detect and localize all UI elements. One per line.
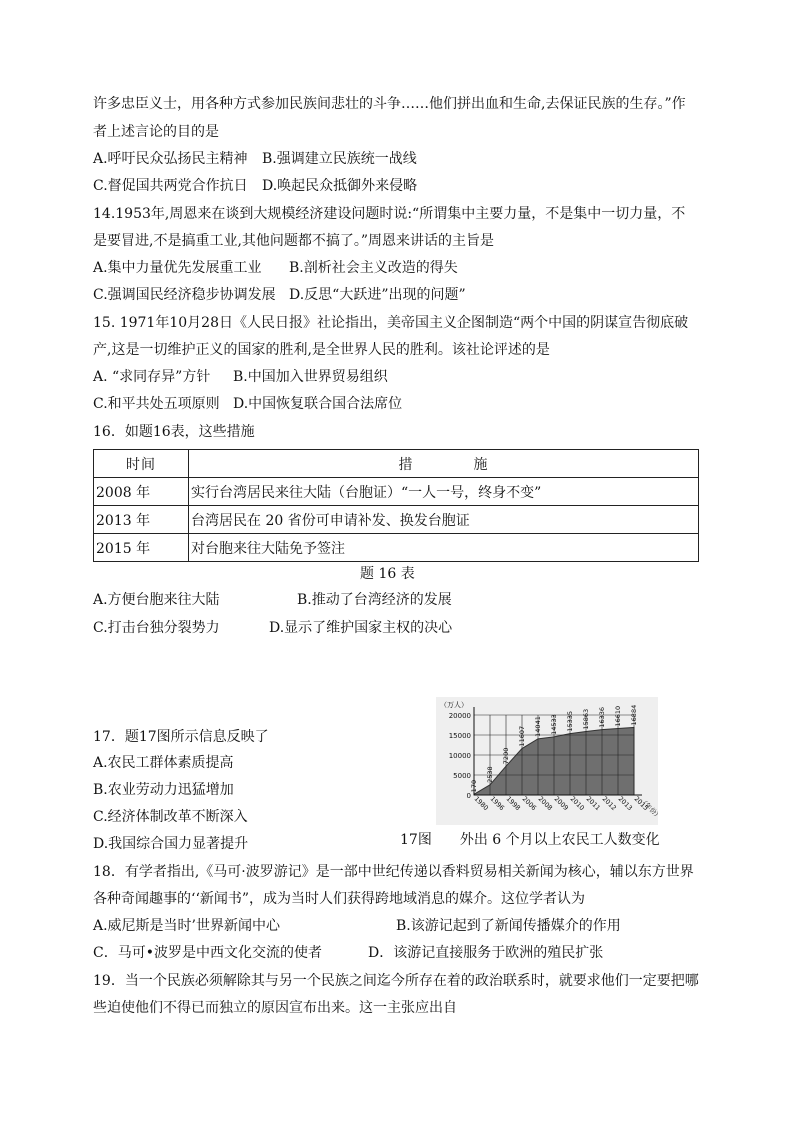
chart-y-axis-label: （万人） xyxy=(440,701,468,709)
q14-stem-line1: 14.1953年,周恩来在谈到大规模经济建设问题时说:“所谓集中主要力量，不是集中一切力量，不 xyxy=(93,206,686,222)
chart-x-tick-label: 2008 xyxy=(536,794,554,813)
chart-x-tick-label: 1980 xyxy=(472,794,490,813)
chart-data-label: 16610 xyxy=(614,705,622,727)
table-16-caption: 题 16 表 xyxy=(360,566,415,582)
chart-17 xyxy=(436,697,658,825)
chart-y-tick-label: 20000 xyxy=(448,712,471,720)
q16-option-d: D.显示了维护国家主权的决心 xyxy=(269,620,453,636)
chart-y-tick-label: 0 xyxy=(466,792,471,800)
chart-x-tick-label: 2006 xyxy=(520,794,538,813)
q15-option-b: B.中国加入世界贸易组织 xyxy=(233,369,388,385)
q15-stem-line1: 15. 1971年10月28日《人民日报》社论指出，美帝国主义企图制造“两个中国的阴谋宣告彻底破 xyxy=(93,315,689,331)
chart-data-label: 14533 xyxy=(550,714,558,735)
chart-y-tick-label: 5000 xyxy=(453,772,471,780)
chart-x-tick-label: 2010 xyxy=(568,794,586,813)
chart-data-label: 16336 xyxy=(598,706,606,728)
q15-option-a: A. “求同存异”方针 xyxy=(93,369,211,385)
table-cell-measure: 对台胞来往大陆免予签注 xyxy=(189,534,699,562)
table-row xyxy=(94,534,699,562)
q15-option-d: D.中国恢复联合国合法席位 xyxy=(233,396,403,412)
q15-stem-line2: 产,这是一切维护正义的国家的胜利,是全世界人民的胜利。该社论评述的是 xyxy=(93,342,550,358)
chart-x-axis-label: （年份） xyxy=(638,796,658,821)
q19-stem-line1: 19．当一个民族必须解除其与另一个民族之间迄今所存在着的政治联系时，就要求他们一定要把哪 xyxy=(93,973,699,989)
q16-option-b: B.推动了台湾经济的发展 xyxy=(297,592,452,608)
q13-stem-line1: 许多忠臣义士，用各种方式参加民族间悲壮的斗争……他们拼出血和生命,去保证民族的生存。”作 xyxy=(93,96,686,112)
chart-x-tick-label: 1998 xyxy=(504,794,522,813)
table-header-time: 时间 xyxy=(94,450,189,478)
q17-option-b: B.农业劳动力迅猛增加 xyxy=(93,782,234,798)
chart-data-label: 2538 xyxy=(486,766,494,783)
q14-option-c: C.强调国民经济稳步协调发展 xyxy=(93,287,276,303)
q19-stem-line2: 些迫使他们不得已而独立的原因宣布出来。这一主张应出自 xyxy=(93,1000,457,1016)
chart-y-tick-label: 10000 xyxy=(448,752,471,760)
q18-option-c: C．马可•波罗是中西文化交流的使者 xyxy=(93,945,322,961)
chart-data-label: 14041 xyxy=(534,716,542,737)
table-header-row xyxy=(94,450,699,478)
chart-data-label: 15863 xyxy=(582,708,590,730)
table-cell-measure: 台湾居民在 20 省份可申请补发、换发台胞证 xyxy=(189,506,699,534)
q13-stem-line2: 者上述言论的目的是 xyxy=(93,124,219,140)
q13-option-b: B.强调建立民族统一战线 xyxy=(262,151,417,167)
q14-stem-line2: 是要冒进,不是搞重工业,其他问题都不搞了。”周恩来讲话的主旨是 xyxy=(93,233,495,249)
chart-17-svg xyxy=(436,697,658,825)
q16-option-a: A.方便台胞来往大陆 xyxy=(93,592,220,608)
q15-option-c: C.和平共处五项原则 xyxy=(93,396,220,412)
chart-x-tick-label: 2011 xyxy=(584,794,602,813)
table-cell-year: 2015 年 xyxy=(94,534,189,562)
chart-x-tick-label: 1996 xyxy=(488,794,506,813)
q13-option-d: D.唤起民众抵御外来侵略 xyxy=(262,178,418,194)
table-16 xyxy=(93,449,699,562)
q18-stem-line2: 各种奇闻趣事的‘‘新闻书”，成为当时人们获得跨地域消息的媒介。这位学者认为 xyxy=(93,891,586,907)
q18-stem-line1: 18．有学者指出,《马可·波罗游记》是一部中世纪传递以香料贸易相关新闻为核心，辅以东方世界 xyxy=(93,864,694,880)
q18-option-d: D．该游记直接服务于欧洲的殖民扩张 xyxy=(368,945,604,961)
q16-stem: 16．如题16表，这些措施 xyxy=(93,424,255,440)
q13-option-c: C.督促国共两党合作抗日 xyxy=(93,178,248,194)
chart-data-label: 170 xyxy=(470,779,478,793)
table-row xyxy=(94,478,699,506)
chart-x-tick-label: 2009 xyxy=(552,794,570,813)
chart-17-caption: 17图 外出 6 个月以上农民工人数变化 xyxy=(400,832,660,848)
q14-option-a: A.集中力量优先发展重工业 xyxy=(93,260,262,276)
chart-x-tick-label: 2012 xyxy=(600,794,618,813)
chart-data-label: 15335 xyxy=(566,710,574,732)
chart-x-tick-label: 2013 xyxy=(616,794,634,813)
q17-option-d: D.我国综合国力显著提升 xyxy=(93,836,249,852)
chart-y-tick-label: 15000 xyxy=(448,732,471,740)
chart-data-label: 11607 xyxy=(518,725,526,747)
chart-data-label: 7200 xyxy=(502,747,510,765)
q14-option-b: B.剖析社会主义改造的得失 xyxy=(289,260,458,276)
q17-option-a: A.农民工群体素质提高 xyxy=(93,755,234,771)
q17-option-c: C.经济体制改革不断深入 xyxy=(93,809,248,825)
q14-option-d: D.反思“大跃进”出现的问题” xyxy=(289,287,466,303)
q18-option-b: B.该游记起到了新闻传播媒介的作用 xyxy=(396,918,621,934)
table-cell-measure: 实行台湾居民来往大陆（台胞证）“一人一号，终身不变” xyxy=(189,478,699,506)
q16-option-c: C.打击台独分裂势力 xyxy=(93,620,220,636)
q13-option-a: A.呼吁民众弘扬民主精神 xyxy=(93,151,248,167)
chart-data-label: 16884 xyxy=(630,704,638,726)
table-cell-year: 2008 年 xyxy=(94,478,189,506)
table-header-measures: 措 施 xyxy=(189,450,699,478)
q17-stem: 17．题17图所示信息反映了 xyxy=(93,729,269,745)
table-cell-year: 2013 年 xyxy=(94,506,189,534)
chart-x-tick-label: 2015 xyxy=(632,794,650,813)
q18-option-a: A.威尼斯是当时’世界新闻中心 xyxy=(93,918,281,934)
table-row xyxy=(94,506,699,534)
